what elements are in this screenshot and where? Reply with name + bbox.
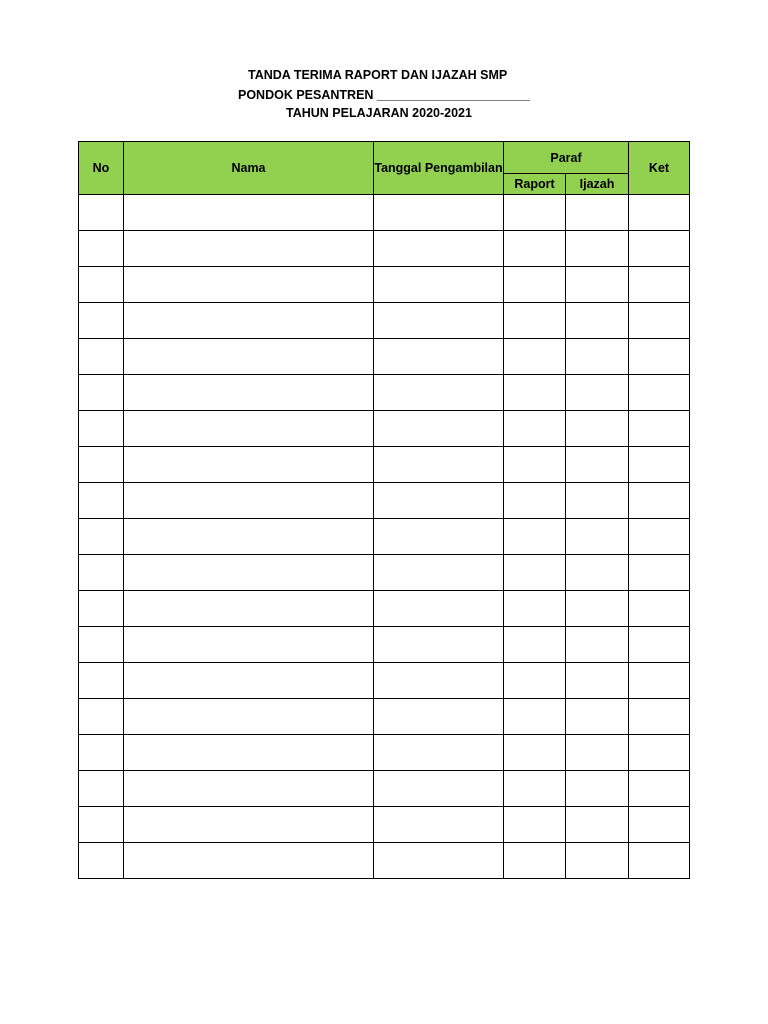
cell-tanggal-pengambilan[interactable]	[374, 555, 504, 591]
cell-paraf-ijazah[interactable]	[566, 195, 629, 231]
column-header-nama: Nama	[124, 142, 374, 195]
cell-nama[interactable]	[124, 843, 374, 879]
cell-ket[interactable]	[629, 771, 690, 807]
table-row	[79, 735, 690, 771]
cell-no[interactable]	[79, 519, 124, 555]
cell-nama[interactable]	[124, 519, 374, 555]
cell-tanggal-pengambilan[interactable]	[374, 447, 504, 483]
column-header-raport: Raport	[504, 174, 566, 195]
cell-paraf-ijazah[interactable]	[566, 627, 629, 663]
cell-paraf-raport[interactable]	[504, 519, 566, 555]
cell-tanggal-pengambilan[interactable]	[374, 195, 504, 231]
document-title: TANDA TERIMA RAPORT DAN IJAZAH SMP	[248, 68, 508, 82]
cell-tanggal-pengambilan[interactable]	[374, 843, 504, 879]
cell-paraf-ijazah[interactable]	[566, 555, 629, 591]
table-row	[79, 519, 690, 555]
cell-ket[interactable]	[629, 519, 690, 555]
cell-ket[interactable]	[629, 447, 690, 483]
cell-paraf-ijazah[interactable]	[566, 411, 629, 447]
cell-paraf-ijazah[interactable]	[566, 339, 629, 375]
cell-nama[interactable]	[124, 447, 374, 483]
cell-nama[interactable]	[124, 375, 374, 411]
cell-paraf-ijazah[interactable]	[566, 375, 629, 411]
cell-paraf-raport[interactable]	[504, 663, 566, 699]
cell-no[interactable]	[79, 771, 124, 807]
cell-no[interactable]	[79, 447, 124, 483]
table-row	[79, 591, 690, 627]
table-row	[79, 231, 690, 267]
cell-paraf-raport[interactable]	[504, 735, 566, 771]
cell-tanggal-pengambilan[interactable]	[374, 699, 504, 735]
cell-paraf-ijazah[interactable]	[566, 303, 629, 339]
cell-no[interactable]	[79, 411, 124, 447]
cell-paraf-ijazah[interactable]	[566, 843, 629, 879]
cell-no[interactable]	[79, 699, 124, 735]
cell-paraf-raport[interactable]	[504, 699, 566, 735]
table-row	[79, 303, 690, 339]
cell-paraf-ijazah[interactable]	[566, 483, 629, 519]
cell-paraf-ijazah[interactable]	[566, 663, 629, 699]
cell-ket[interactable]	[629, 699, 690, 735]
table-row	[79, 447, 690, 483]
cell-nama[interactable]	[124, 411, 374, 447]
table-row	[79, 339, 690, 375]
cell-ket[interactable]	[629, 195, 690, 231]
cell-nama[interactable]	[124, 303, 374, 339]
cell-nama[interactable]	[124, 807, 374, 843]
school-name-line: PONDOK PESANTREN ______________________	[238, 88, 530, 102]
cell-paraf-ijazah[interactable]	[566, 519, 629, 555]
table-row	[79, 627, 690, 663]
receipt-table	[78, 141, 690, 879]
cell-no[interactable]	[79, 267, 124, 303]
cell-paraf-raport[interactable]	[504, 339, 566, 375]
cell-ket[interactable]	[629, 591, 690, 627]
cell-paraf-ijazah[interactable]	[566, 771, 629, 807]
cell-nama[interactable]	[124, 735, 374, 771]
cell-ket[interactable]	[629, 807, 690, 843]
cell-tanggal-pengambilan[interactable]	[374, 267, 504, 303]
table-row	[79, 375, 690, 411]
cell-nama[interactable]	[124, 555, 374, 591]
cell-paraf-raport[interactable]	[504, 627, 566, 663]
cell-paraf-raport[interactable]	[504, 807, 566, 843]
cell-no[interactable]	[79, 195, 124, 231]
cell-nama[interactable]	[124, 339, 374, 375]
cell-nama[interactable]	[124, 231, 374, 267]
cell-ket[interactable]	[629, 267, 690, 303]
cell-paraf-ijazah[interactable]	[566, 231, 629, 267]
cell-tanggal-pengambilan[interactable]	[374, 663, 504, 699]
table-row	[79, 699, 690, 735]
cell-ket[interactable]	[629, 663, 690, 699]
cell-no[interactable]	[79, 591, 124, 627]
column-header-tanggal-pengambilan: Tanggal Pengambilan	[374, 142, 504, 195]
cell-ket[interactable]	[629, 555, 690, 591]
cell-tanggal-pengambilan[interactable]	[374, 411, 504, 447]
cell-ket[interactable]	[629, 627, 690, 663]
cell-no[interactable]	[79, 231, 124, 267]
cell-tanggal-pengambilan[interactable]	[374, 807, 504, 843]
cell-nama[interactable]	[124, 663, 374, 699]
cell-no[interactable]	[79, 375, 124, 411]
cell-ket[interactable]	[629, 375, 690, 411]
cell-paraf-raport[interactable]	[504, 447, 566, 483]
cell-nama[interactable]	[124, 699, 374, 735]
cell-tanggal-pengambilan[interactable]	[374, 771, 504, 807]
cell-paraf-raport[interactable]	[504, 843, 566, 879]
cell-ket[interactable]	[629, 735, 690, 771]
cell-no[interactable]	[79, 807, 124, 843]
cell-no[interactable]	[79, 483, 124, 519]
cell-no[interactable]	[79, 627, 124, 663]
cell-ket[interactable]	[629, 303, 690, 339]
cell-ket[interactable]	[629, 483, 690, 519]
cell-paraf-raport[interactable]	[504, 555, 566, 591]
table-row	[79, 843, 690, 879]
cell-paraf-ijazah[interactable]	[566, 267, 629, 303]
cell-tanggal-pengambilan[interactable]	[374, 591, 504, 627]
cell-paraf-ijazah[interactable]	[566, 735, 629, 771]
cell-nama[interactable]	[124, 195, 374, 231]
table-row	[79, 411, 690, 447]
cell-paraf-raport[interactable]	[504, 411, 566, 447]
cell-nama[interactable]	[124, 627, 374, 663]
academic-year: TAHUN PELAJARAN 2020-2021	[286, 106, 472, 120]
table-body	[79, 195, 690, 879]
cell-no[interactable]	[79, 663, 124, 699]
table-row	[79, 267, 690, 303]
cell-tanggal-pengambilan[interactable]	[374, 303, 504, 339]
cell-paraf-ijazah[interactable]	[566, 699, 629, 735]
cell-paraf-raport[interactable]	[504, 303, 566, 339]
cell-tanggal-pengambilan[interactable]	[374, 519, 504, 555]
cell-paraf-raport[interactable]	[504, 195, 566, 231]
cell-paraf-raport[interactable]	[504, 483, 566, 519]
cell-ket[interactable]	[629, 843, 690, 879]
cell-tanggal-pengambilan[interactable]	[374, 375, 504, 411]
cell-paraf-raport[interactable]	[504, 591, 566, 627]
cell-tanggal-pengambilan[interactable]	[374, 483, 504, 519]
table-row	[79, 555, 690, 591]
cell-ket[interactable]	[629, 231, 690, 267]
cell-no[interactable]	[79, 843, 124, 879]
cell-no[interactable]	[79, 735, 124, 771]
cell-paraf-ijazah[interactable]	[566, 591, 629, 627]
cell-paraf-ijazah[interactable]	[566, 447, 629, 483]
cell-paraf-ijazah[interactable]	[566, 807, 629, 843]
cell-nama[interactable]	[124, 483, 374, 519]
table-row	[79, 195, 690, 231]
cell-no[interactable]	[79, 303, 124, 339]
column-header-paraf: Paraf	[504, 142, 629, 174]
cell-paraf-raport[interactable]	[504, 267, 566, 303]
cell-tanggal-pengambilan[interactable]	[374, 735, 504, 771]
cell-tanggal-pengambilan[interactable]	[374, 231, 504, 267]
cell-ket[interactable]	[629, 339, 690, 375]
cell-tanggal-pengambilan[interactable]	[374, 627, 504, 663]
table-row	[79, 663, 690, 699]
cell-paraf-raport[interactable]	[504, 375, 566, 411]
cell-nama[interactable]	[124, 771, 374, 807]
column-header-no: No	[79, 142, 124, 195]
column-header-ijazah: Ijazah	[566, 174, 629, 195]
table-row	[79, 807, 690, 843]
cell-tanggal-pengambilan[interactable]	[374, 339, 504, 375]
column-header-ket: Ket	[629, 142, 690, 195]
cell-paraf-raport[interactable]	[504, 771, 566, 807]
cell-nama[interactable]	[124, 591, 374, 627]
cell-no[interactable]	[79, 339, 124, 375]
cell-no[interactable]	[79, 555, 124, 591]
table-row	[79, 483, 690, 519]
table-row	[79, 771, 690, 807]
cell-paraf-raport[interactable]	[504, 231, 566, 267]
cell-ket[interactable]	[629, 411, 690, 447]
cell-nama[interactable]	[124, 267, 374, 303]
